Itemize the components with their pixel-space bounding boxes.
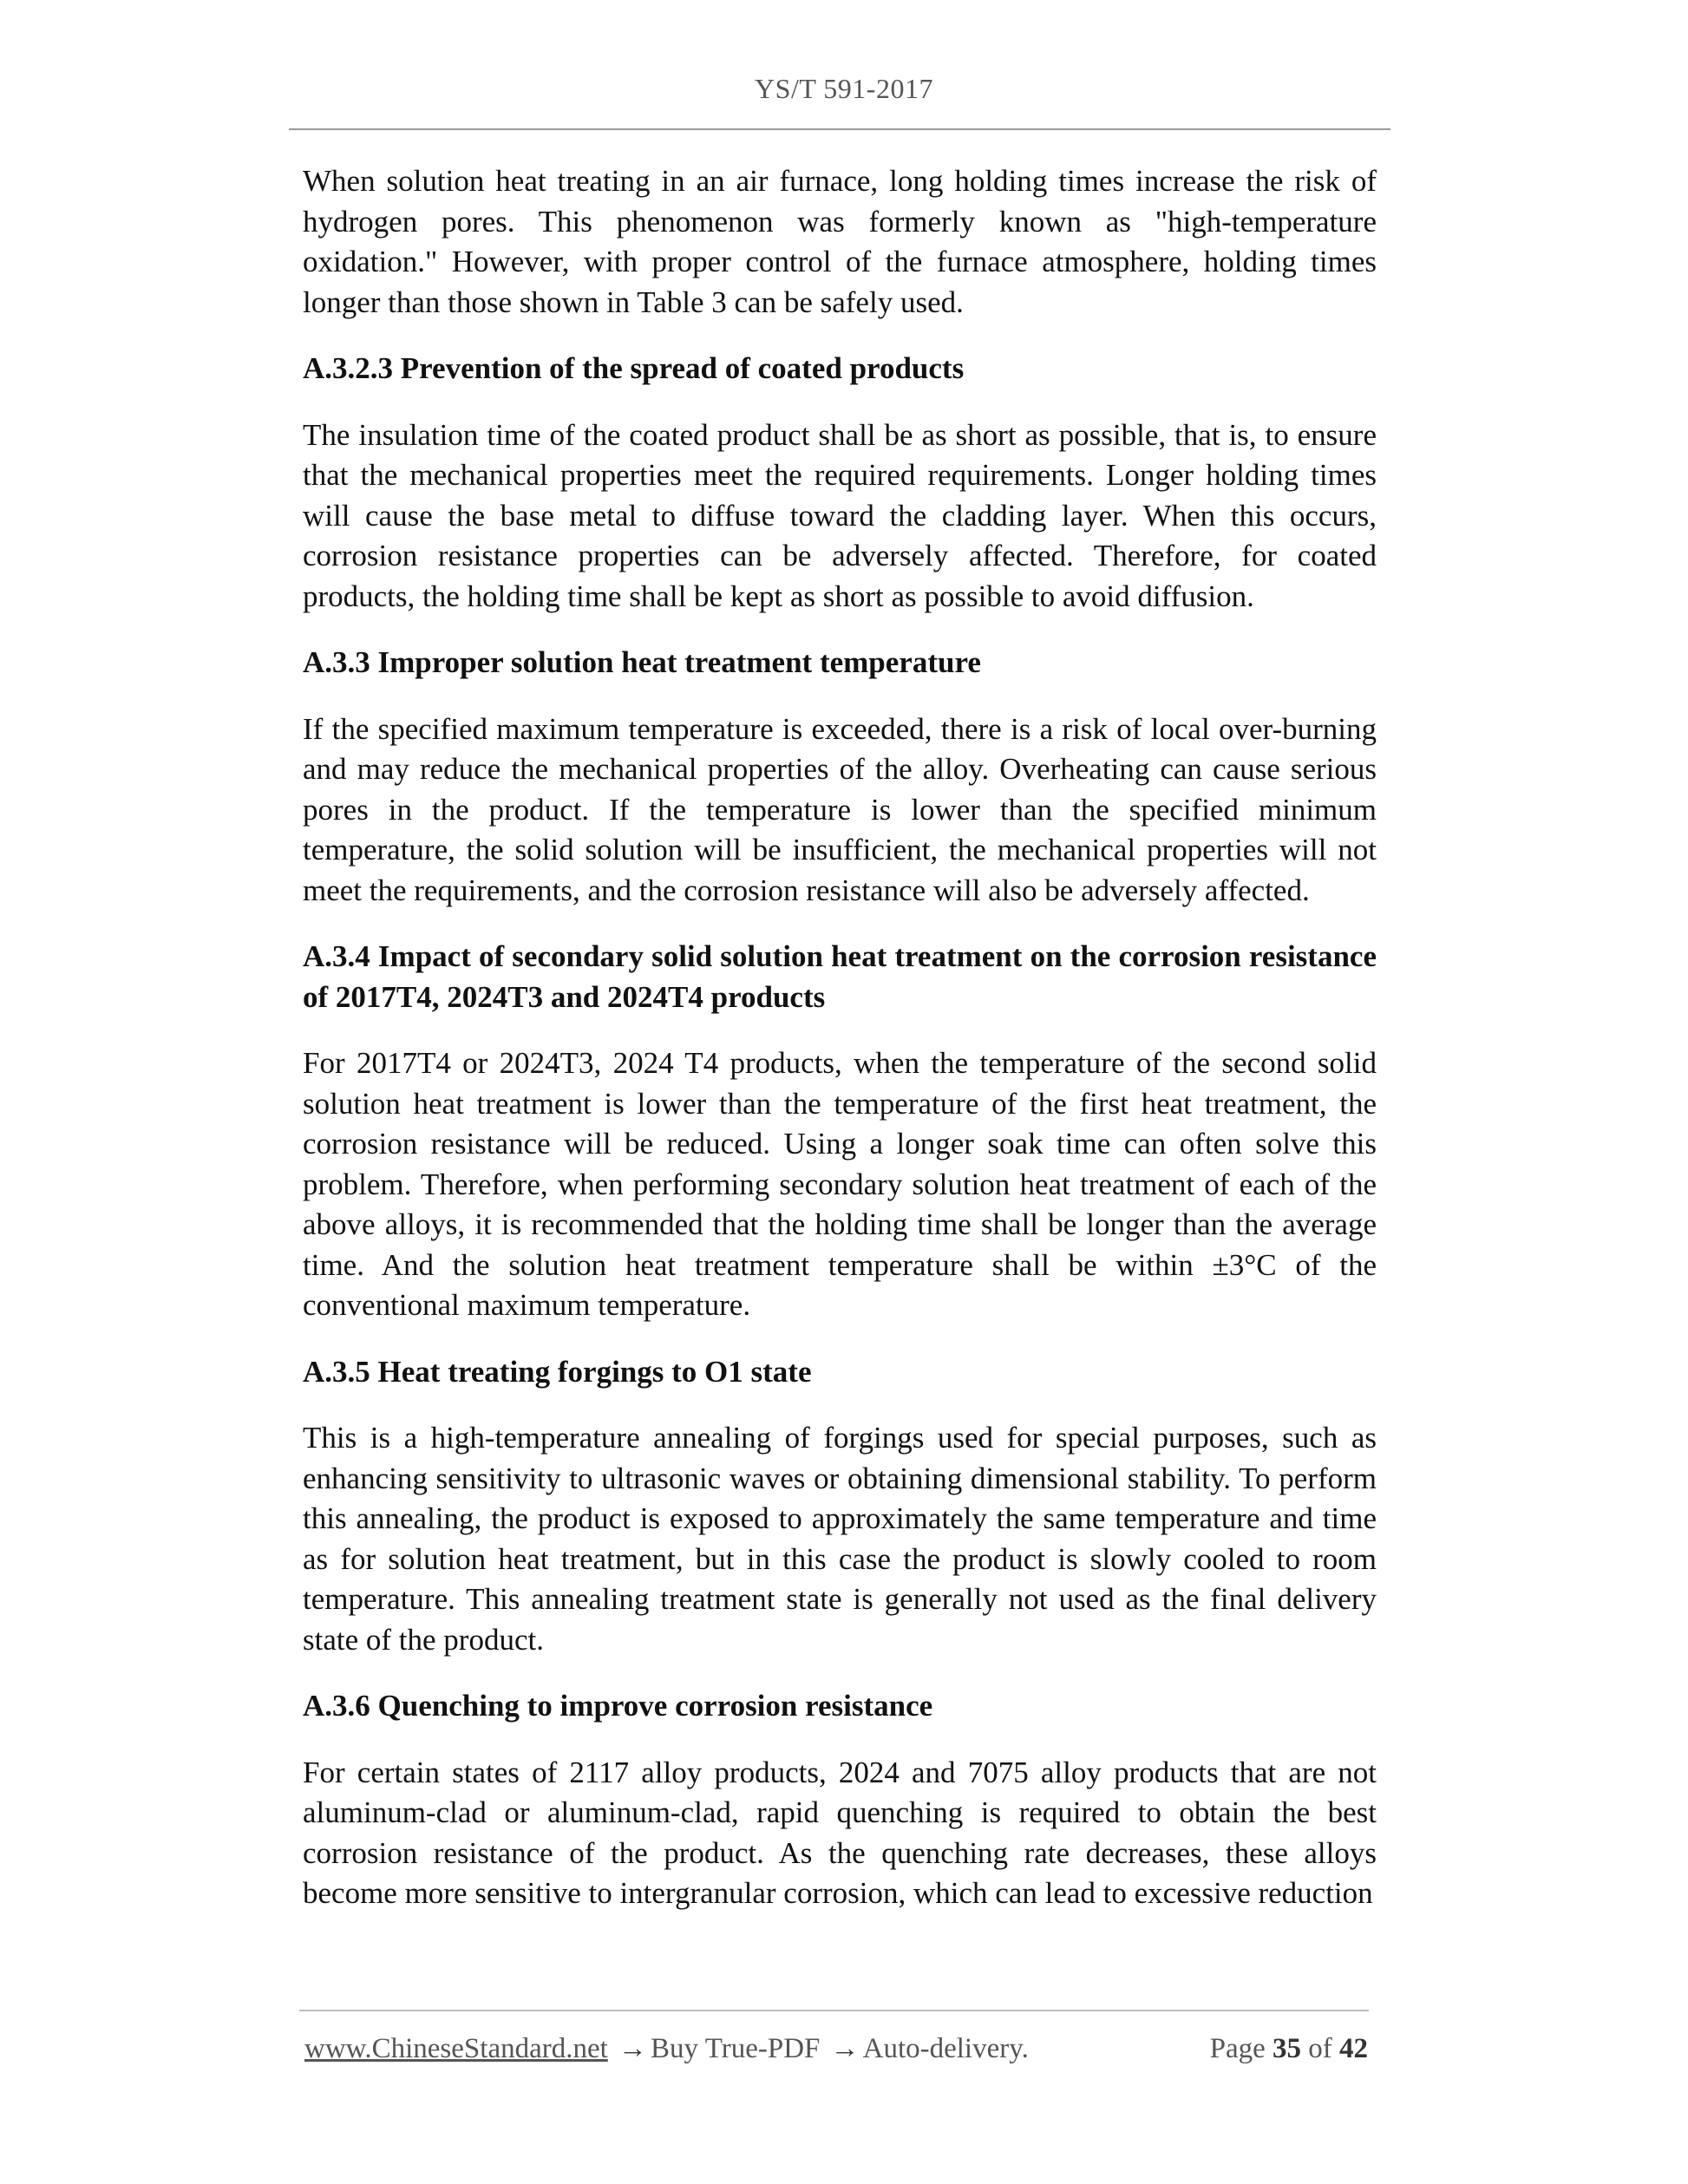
section-heading-a3-2-3: A.3.2.3 Prevention of the spread of coated products <box>303 351 965 385</box>
section-heading-a3-3: A.3.3 Improper solution heat treatment temperature <box>303 645 981 679</box>
section-paragraph-a3-4: For 2017T4 or 2024T3, 2024 T4 products, when the temperature of the second solid solution heat treatment is lower than the temperature of the first heat treatment, the corrosion resistance will be reduced. Using a longer soak time can often solve this problem. Therefore, when performing secondary solution heat treatment of each of the above alloys, it is recommended that the holding time shall be longer than the average time. And the solution heat treatment temperature shall be within ±3°C of the conventional maximum temperature. <box>303 1046 1377 1322</box>
footer-left-group <box>304 2033 1029 2065</box>
auto-delivery-text: Auto-delivery. <box>862 2033 1029 2064</box>
buy-true-pdf-text: Buy True-PDF <box>651 2033 821 2064</box>
of-label: of <box>1308 2033 1332 2064</box>
section-heading-a3-6: A.3.6 Quenching to improve corrosion resistance <box>303 1689 933 1723</box>
website-link[interactable]: www.ChineseStandard.net <box>304 2033 608 2064</box>
arrow-right-icon: → <box>830 2033 860 2064</box>
total-page-count: 42 <box>1339 2033 1368 2064</box>
page-label: Page <box>1209 2033 1266 2064</box>
footer-divider <box>299 2010 1369 2011</box>
page-indicator <box>1210 2033 1368 2065</box>
arrow-right-icon: → <box>618 2033 648 2064</box>
intro-paragraph: When solution heat treating in an air furnace, long holding times increase the risk of hydrogen pores. This phenomenon was formerly known as "high-temperature oxidation." However, with proper control of the furnace atmosphere, holding times longer than those shown in Table 3 can be safely used. <box>303 164 1377 319</box>
section-paragraph-a3-3: If the specified maximum temperature is exceeded, there is a risk of local over-burning and may reduce the mechanical properties of the alloy. Overheating can cause serious pores in the product. If the temperature is lower than the specified minimum temperature, the solid solution will be insufficient, the mechanical properties will not meet the requirements, and the corrosion resistance will also be adversely affected. <box>303 711 1377 907</box>
header-divider <box>289 128 1390 130</box>
section-paragraph-a3-6: For certain states of 2117 alloy products, 2024 and 7075 alloy products that are not aluminum-clad or aluminum-clad, rapid quenching is required to obtain the best corrosion resistance of the product. As the quenching rate decreases, these alloys become more sensitive to intergranular corrosion, which can lead to excessive reduction <box>303 1755 1377 1910</box>
page-content <box>303 161 1377 1940</box>
document-code-header: YS/T 591-2017 <box>755 73 933 104</box>
current-page-number: 35 <box>1273 2033 1301 2064</box>
section-paragraph-a3-5: This is a high-temperature annealing of forgings used for special purposes, such as enhancing sensitivity to ultrasonic waves or obtaining dimensional stability. To perform this annealing, the product is exposed to approximately the same temperature and time as for solution heat treatment, but in this case the product is slowly cooled to room temperature. This annealing treatment state is generally not used as the final delivery state of the product. <box>303 1421 1377 1657</box>
section-paragraph-a3-2-3: The insulation time of the coated product shall be as short as possible, that is, to ensure that the mechanical properties meet the required requirements. Longer holding times will cause the base metal to diffuse toward the cladding layer. When this occurs, corrosion resistance properties can be adversely affected. Therefore, for coated products, the holding time shall be kept as short as possible to avoid diffusion. <box>303 417 1377 613</box>
section-heading-a3-5: A.3.5 Heat treating forgings to O1 state <box>303 1354 812 1389</box>
section-heading-a3-4: A.3.4 Impact of secondary solid solution heat treatment on the corrosion resistance of 2017T4, 2024T3 and 2024T4 products <box>303 939 1377 1014</box>
